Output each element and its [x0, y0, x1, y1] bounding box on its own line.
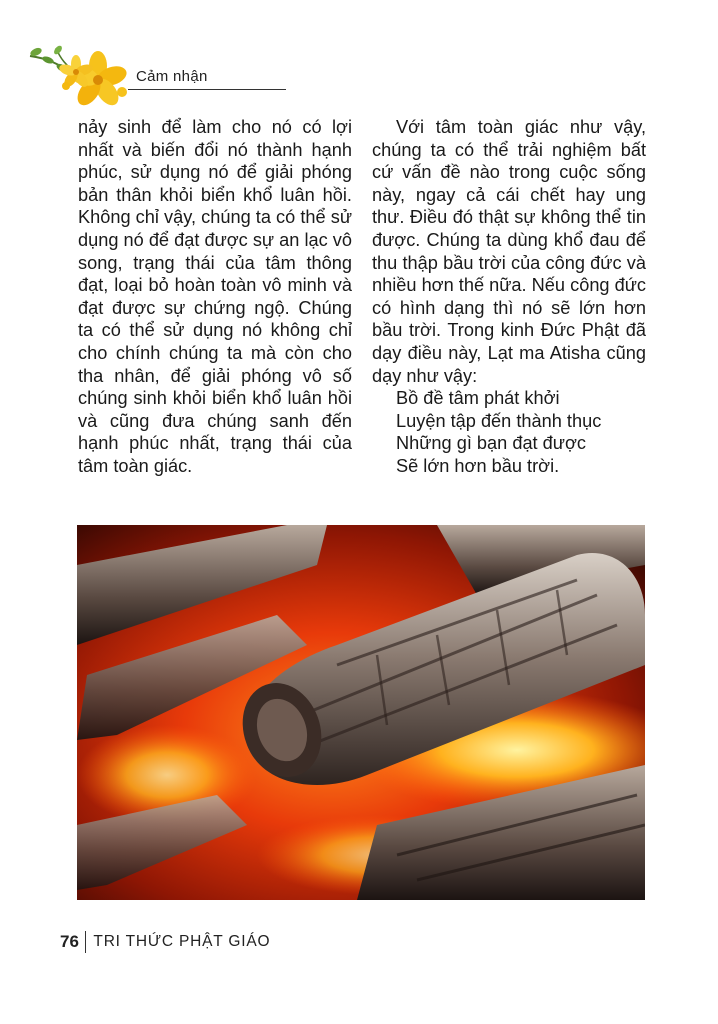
section-label: Cảm nhận: [136, 68, 208, 85]
publication-title: TRI THỨC PHẬT GIÁO: [93, 933, 271, 950]
page-footer: [60, 928, 270, 956]
verse-line: Luyện tập đến thành thục: [396, 410, 602, 431]
page-number: 76: [60, 932, 79, 951]
body-paragraph: nảy sinh để làm cho nó có lợi nhất và biến đổi nó thành hạnh phúc, sử dụng nó để giải phóng bản thân khỏi biển khổ luân hồi. Không chỉ vậy, chúng ta có thể sử dụng nó để đạt được sự an lạc vô song, trạng thái của tâm thông đạt, loại bỏ hoàn toàn vô minh và đạt được sự chứng ngộ. Chúng ta có thể sử dụng nó không chỉ cho chính chúng ta mà còn cho tha nhân, để giải phóng vô số chúng sinh khỏi biển khổ luân hồi và cũng đưa chúng sanh đến hạnh phúc nhất, trạng thái của tâm toàn giác.: [78, 117, 352, 476]
verse: [372, 387, 646, 477]
section-divider: [128, 89, 286, 90]
right-column: [372, 116, 646, 478]
verse-line: Những gì bạn đạt được: [396, 433, 586, 454]
footer-divider: [85, 931, 87, 953]
verse-line: Bồ đề tâm phát khởi: [396, 388, 560, 409]
left-column: [78, 116, 352, 478]
flower-decoration-icon: [26, 42, 134, 114]
body-paragraph: Với tâm toàn giác như vậy, chúng ta có thể trải nghiệm bất cứ vấn đề nào trong cuộc sống này, ngay cả cái chết hay ung thư. Điều đó thật sự không thể tin được. Chúng ta dùng khổ đau để thu thập bầu trời của công đức và nhiều hơn thế nữa. Nếu công đức có hình dạng thì nó sẽ lớn hơn bầu trời. Trong kinh Đức Phật đã dạy điều này, Lạt ma Atisha cũng dạy như vậy:: [372, 117, 646, 386]
verse-line: Sẽ lớn hơn bầu trời.: [396, 455, 560, 476]
burning-logs-photo: [77, 525, 645, 900]
